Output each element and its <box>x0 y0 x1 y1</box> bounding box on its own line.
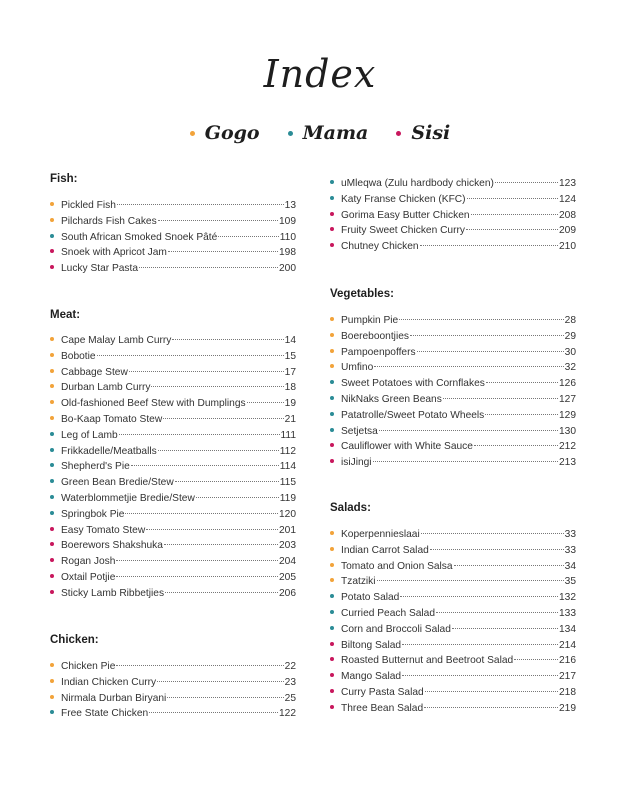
bullet-sisi <box>50 265 54 269</box>
recipe-name: Durban Lamb Curry <box>61 382 151 394</box>
bullet-gogo <box>330 531 334 535</box>
index-entry <box>330 685 576 701</box>
bullet-gogo <box>50 663 54 667</box>
index-entry <box>330 223 576 239</box>
section-heading: Fish: <box>50 173 78 185</box>
page-number: 13 <box>284 200 296 211</box>
recipe-name: Potato Salad <box>341 592 400 604</box>
dot-leader <box>495 182 558 183</box>
page-number: 32 <box>564 362 576 374</box>
index-entry <box>50 459 296 475</box>
bullet-gogo <box>50 679 54 683</box>
section-fish <box>50 172 296 277</box>
page-number: 30 <box>564 346 576 358</box>
recipe-name: Waterblommetjie Bredie/Stew <box>61 492 195 504</box>
bullet-mama <box>330 626 334 630</box>
legend <box>0 122 640 144</box>
page-number: 208 <box>559 209 576 221</box>
dot-leader <box>402 675 558 676</box>
dot-leader <box>421 533 564 534</box>
page-number: 198 <box>279 247 296 259</box>
section-heading: Meat: <box>50 309 81 321</box>
bullet-mama <box>330 180 334 184</box>
recipe-name: Boerewors Shakshuka <box>61 540 163 552</box>
index-entry <box>50 412 296 428</box>
bullet-mama <box>50 511 54 515</box>
recipe-name: Corn and Broccoli Salad <box>341 623 451 635</box>
recipe-name: Pampoenpoffers <box>341 346 416 358</box>
section-heading: Salads: <box>330 502 371 514</box>
recipe-name: Pilchards Fish Cakes <box>61 215 157 227</box>
recipe-name: Indian Chicken Curry <box>61 676 157 688</box>
bullet-gogo <box>50 369 54 373</box>
recipe-name: Leg of Lamb <box>61 429 118 441</box>
page-number: 203 <box>279 540 296 552</box>
dot-leader <box>471 214 558 215</box>
bullet-sisi <box>50 249 54 253</box>
recipe-name: Sweet Potatoes with Cornflakes <box>341 378 485 390</box>
dot-leader <box>467 198 558 199</box>
legend-label-gogo: Gogo <box>204 122 260 144</box>
recipe-name: Pickled Fish <box>61 200 116 211</box>
dot-leader <box>486 382 558 383</box>
page-number: 114 <box>279 461 296 473</box>
recipe-name: Koperpennieslaai <box>341 529 420 540</box>
recipe-name: Fruity Sweet Chicken Curry <box>341 225 465 237</box>
index-entry <box>330 439 576 455</box>
page-number: 35 <box>564 576 576 588</box>
dot-leader <box>377 580 564 581</box>
dot-leader <box>151 386 283 387</box>
bullet-sisi <box>330 459 334 463</box>
page-number: 28 <box>564 315 576 326</box>
recipe-name: Free State Chicken <box>61 708 149 720</box>
index-entry <box>330 669 576 685</box>
index-entry <box>330 574 576 590</box>
page-number: 122 <box>279 708 296 720</box>
page-number: 126 <box>559 378 576 390</box>
item-list <box>330 176 576 255</box>
dot-leader <box>402 644 558 645</box>
bullet-sisi <box>330 243 334 247</box>
dot-leader <box>116 560 278 561</box>
index-entry <box>330 392 576 408</box>
recipe-name: Roasted Butternut and Beetroot Salad <box>341 655 514 667</box>
section-vegetables <box>330 287 576 471</box>
page-number: 120 <box>279 508 296 520</box>
bullet-mama <box>330 380 334 384</box>
bullet-gogo <box>50 337 54 341</box>
bullet-sisi <box>50 527 54 531</box>
item-list <box>330 313 576 471</box>
page-number: 217 <box>559 671 576 683</box>
bullet-gogo <box>330 364 334 368</box>
index-entry <box>50 691 296 707</box>
dot-leader <box>167 697 283 698</box>
bullet-mama <box>50 432 54 436</box>
page-number: 123 <box>559 178 576 189</box>
index-entry <box>50 245 296 261</box>
page-number: 19 <box>284 398 296 410</box>
recipe-name: Lucky Star Pasta <box>61 263 139 275</box>
recipe-name: South African Smoked Snoek Pâté <box>61 231 218 243</box>
dot-leader <box>97 355 284 356</box>
bullet-mama <box>330 396 334 400</box>
index-entry <box>330 559 576 575</box>
index-entry <box>330 313 576 329</box>
legend-dot-gogo <box>190 131 195 136</box>
page-number: 18 <box>284 382 296 394</box>
dot-leader <box>146 529 278 530</box>
legend-dot-mama <box>288 131 293 136</box>
recipe-name: Chutney Chicken <box>341 241 419 253</box>
section-chicken-continued <box>330 176 576 255</box>
page-number: 127 <box>559 393 576 405</box>
recipe-name: uMleqwa (Zulu hardbody chicken) <box>341 178 494 189</box>
dot-leader <box>158 450 279 451</box>
index-entry <box>50 365 296 381</box>
dot-leader <box>164 544 278 545</box>
bullet-mama <box>50 234 54 238</box>
index-entry <box>50 675 296 691</box>
page-number: 112 <box>279 445 296 457</box>
item-list <box>50 659 296 722</box>
bullet-sisi <box>330 212 334 216</box>
dot-leader <box>417 351 564 352</box>
bullet-sisi <box>330 705 334 709</box>
recipe-name: Boereboontjies <box>341 330 409 342</box>
recipe-name: Katy Franse Chicken (KFC) <box>341 193 466 205</box>
legend-item-gogo <box>190 122 260 144</box>
item-list <box>330 527 576 717</box>
dot-leader <box>158 220 278 221</box>
section-meat <box>50 308 296 602</box>
bullet-mama <box>330 196 334 200</box>
recipe-name: Chicken Pie <box>61 661 116 672</box>
index-entry <box>50 507 296 523</box>
recipe-name: Bo-Kaap Tomato Stew <box>61 413 163 425</box>
index-entry <box>50 198 296 214</box>
page-number: 109 <box>279 215 296 227</box>
index-entry <box>50 214 296 230</box>
legend-item-sisi <box>396 122 450 144</box>
section-heading: Vegetables: <box>330 288 394 300</box>
dot-leader <box>165 592 278 593</box>
dot-leader <box>399 319 563 320</box>
recipe-name: Cabbage Stew <box>61 366 128 378</box>
page-number: 15 <box>284 350 296 362</box>
section-chicken <box>50 633 296 722</box>
index-entry <box>330 543 576 559</box>
recipe-name: Oxtail Potjie <box>61 571 116 583</box>
dot-leader <box>474 445 558 446</box>
item-list <box>50 198 296 277</box>
recipe-name: Curried Peach Salad <box>341 607 436 619</box>
page-number: 25 <box>284 692 296 704</box>
dot-leader <box>116 576 278 577</box>
index-entry <box>50 570 296 586</box>
recipe-name: Cape Malay Lamb Curry <box>61 335 172 346</box>
index-entry <box>50 659 296 675</box>
recipe-name: Bobotie <box>61 350 96 362</box>
page-number: 205 <box>279 571 296 583</box>
dot-leader <box>443 398 558 399</box>
page-number: 218 <box>559 686 576 698</box>
index-entry <box>330 239 576 255</box>
legend-item-mama <box>288 122 369 144</box>
page-number: 132 <box>559 592 576 604</box>
bullet-gogo <box>330 563 334 567</box>
recipe-name: NikNaks Green Beans <box>341 393 442 405</box>
bullet-gogo <box>330 317 334 321</box>
bullet-gogo <box>50 353 54 357</box>
dot-leader <box>424 707 558 708</box>
dot-leader <box>125 513 278 514</box>
index-entry <box>330 360 576 376</box>
bullet-sisi <box>50 542 54 546</box>
dot-leader <box>430 549 564 550</box>
page-number: 21 <box>284 413 296 425</box>
recipe-name: Easy Tomato Stew <box>61 524 146 536</box>
dot-leader <box>379 430 558 431</box>
index-entry <box>50 333 296 349</box>
index-entry <box>330 590 576 606</box>
section-salads <box>330 501 576 717</box>
dot-leader <box>420 245 558 246</box>
index-entry <box>50 538 296 554</box>
recipe-name: Patatrolle/Sweet Potato Wheels <box>341 409 485 421</box>
dot-leader <box>139 267 278 268</box>
dot-leader <box>131 465 279 466</box>
index-entry <box>330 408 576 424</box>
recipe-name: isiJingi <box>341 457 372 469</box>
bullet-gogo <box>330 349 334 353</box>
index-entry <box>50 706 296 722</box>
bullet-gogo <box>50 384 54 388</box>
page-number: 129 <box>559 409 576 421</box>
recipe-name: Shepherd's Pie <box>61 461 130 473</box>
page-number: 206 <box>279 587 296 599</box>
page-number: 111 <box>280 429 296 441</box>
index-entry <box>330 638 576 654</box>
recipe-name: Three Bean Salad <box>341 702 424 714</box>
page-title: Index <box>263 52 377 96</box>
recipe-name: Indian Carrot Salad <box>341 544 429 556</box>
dot-leader <box>119 434 280 435</box>
index-entry <box>330 176 576 192</box>
dot-leader <box>373 461 558 462</box>
recipe-name: Pumpkin Pie <box>341 315 399 326</box>
dot-leader <box>374 366 563 367</box>
page-number: 14 <box>284 335 296 346</box>
bullet-sisi <box>50 574 54 578</box>
dot-leader <box>247 402 284 403</box>
section-heading: Chicken: <box>50 634 99 646</box>
index-entry <box>50 491 296 507</box>
recipe-name: Sticky Lamb Ribbetjies <box>61 587 165 599</box>
recipe-name: Setjetsa <box>341 425 378 437</box>
index-entry <box>50 444 296 460</box>
page-number: 219 <box>559 702 576 714</box>
recipe-name: Umfino <box>341 362 374 374</box>
index-entry <box>330 208 576 224</box>
recipe-name: Green Bean Bredie/Stew <box>61 477 174 489</box>
bullet-sisi <box>50 590 54 594</box>
index-entry <box>330 701 576 717</box>
dot-leader <box>117 204 284 205</box>
page-number: 119 <box>279 492 296 504</box>
dot-leader <box>172 339 283 340</box>
index-entry <box>50 396 296 412</box>
recipe-name: Nirmala Durban Biryani <box>61 692 167 704</box>
index-entry <box>50 586 296 602</box>
page-number: 130 <box>559 425 576 437</box>
page-number: 216 <box>559 655 576 667</box>
bullet-mama <box>330 412 334 416</box>
index-entry <box>330 527 576 543</box>
bullet-sisi <box>330 689 334 693</box>
dot-leader <box>485 414 558 415</box>
page-number: 212 <box>559 441 576 453</box>
bullet-gogo <box>330 578 334 582</box>
dot-leader <box>149 712 278 713</box>
bullet-mama <box>330 428 334 432</box>
dot-leader <box>514 659 558 660</box>
dot-leader <box>116 665 283 666</box>
recipe-name: Old-fashioned Beef Stew with Dumplings <box>61 398 246 410</box>
index-entry <box>330 622 576 638</box>
bullet-mama <box>50 463 54 467</box>
bullet-mama <box>50 479 54 483</box>
item-list <box>50 333 296 602</box>
bullet-gogo <box>50 202 54 206</box>
bullet-sisi <box>330 642 334 646</box>
index-entry <box>50 523 296 539</box>
recipe-name: Tomato and Onion Salsa <box>341 560 453 572</box>
dot-leader <box>157 681 284 682</box>
index-entry <box>50 230 296 246</box>
bullet-sisi <box>330 673 334 677</box>
dot-leader <box>452 628 558 629</box>
dot-leader <box>218 236 278 237</box>
index-entry <box>330 653 576 669</box>
recipe-name: Tzatziki <box>341 576 376 588</box>
recipe-name: Snoek with Apricot Jam <box>61 247 167 259</box>
bullet-sisi <box>330 657 334 661</box>
dot-leader <box>175 481 279 482</box>
index-entry <box>50 261 296 277</box>
recipe-name: Gorima Easy Butter Chicken <box>341 209 470 221</box>
page-number: 22 <box>284 661 296 672</box>
index-entry <box>50 428 296 444</box>
index-entry <box>50 475 296 491</box>
page-number: 110 <box>279 231 296 243</box>
bullet-gogo <box>50 695 54 699</box>
recipe-name: Rogan Josh <box>61 556 116 568</box>
index-entry <box>50 349 296 365</box>
index-entry <box>330 424 576 440</box>
page-number: 33 <box>564 544 576 556</box>
recipe-name: Mango Salad <box>341 671 402 683</box>
index-entry <box>330 345 576 361</box>
dot-leader <box>466 229 558 230</box>
page-number: 204 <box>279 556 296 568</box>
page-number: 214 <box>559 639 576 651</box>
dot-leader <box>168 251 278 252</box>
page-number: 33 <box>564 529 576 540</box>
recipe-name: Curry Pasta Salad <box>341 686 424 698</box>
page-number: 209 <box>559 225 576 237</box>
index-entry <box>330 606 576 622</box>
page-number: 29 <box>564 330 576 342</box>
bullet-gogo <box>50 218 54 222</box>
page-number: 133 <box>559 607 576 619</box>
bullet-mama <box>330 594 334 598</box>
dot-leader <box>196 497 279 498</box>
legend-label-mama: Mama <box>302 122 369 144</box>
recipe-name: Frikkadelle/Meatballs <box>61 445 157 457</box>
bullet-sisi <box>330 443 334 447</box>
legend-label-sisi: Sisi <box>411 122 451 144</box>
dot-leader <box>410 335 564 336</box>
page-number: 124 <box>559 193 576 205</box>
index-entry <box>50 554 296 570</box>
index-entry <box>330 192 576 208</box>
page-number: 34 <box>564 560 576 572</box>
bullet-gogo <box>330 333 334 337</box>
dot-leader <box>454 565 564 566</box>
bullet-sisi <box>330 227 334 231</box>
dot-leader <box>129 371 284 372</box>
bullet-mama <box>50 710 54 714</box>
recipe-name: Springbok Pie <box>61 508 125 520</box>
page-number: 23 <box>284 676 296 688</box>
index-entry <box>330 329 576 345</box>
recipe-name: Cauliflower with White Sauce <box>341 441 473 453</box>
bullet-mama <box>50 448 54 452</box>
bullet-sisi <box>50 558 54 562</box>
recipe-name: Biltong Salad <box>341 639 402 651</box>
page-number: 201 <box>279 524 296 536</box>
dot-leader <box>436 612 558 613</box>
page-number: 200 <box>279 263 296 275</box>
bullet-gogo <box>330 547 334 551</box>
dot-leader <box>163 418 283 419</box>
bullet-mama <box>50 495 54 499</box>
page-number: 115 <box>279 477 296 489</box>
bullet-gogo <box>50 400 54 404</box>
dot-leader <box>425 691 558 692</box>
page-number: 134 <box>559 623 576 635</box>
bullet-mama <box>330 610 334 614</box>
bullet-gogo <box>50 416 54 420</box>
dot-leader <box>400 596 558 597</box>
page-number: 210 <box>559 241 576 253</box>
index-entry <box>50 380 296 396</box>
page-number: 17 <box>284 366 296 378</box>
page-number: 213 <box>559 457 576 469</box>
legend-dot-sisi <box>396 131 401 136</box>
index-entry <box>330 455 576 471</box>
index-entry <box>330 376 576 392</box>
